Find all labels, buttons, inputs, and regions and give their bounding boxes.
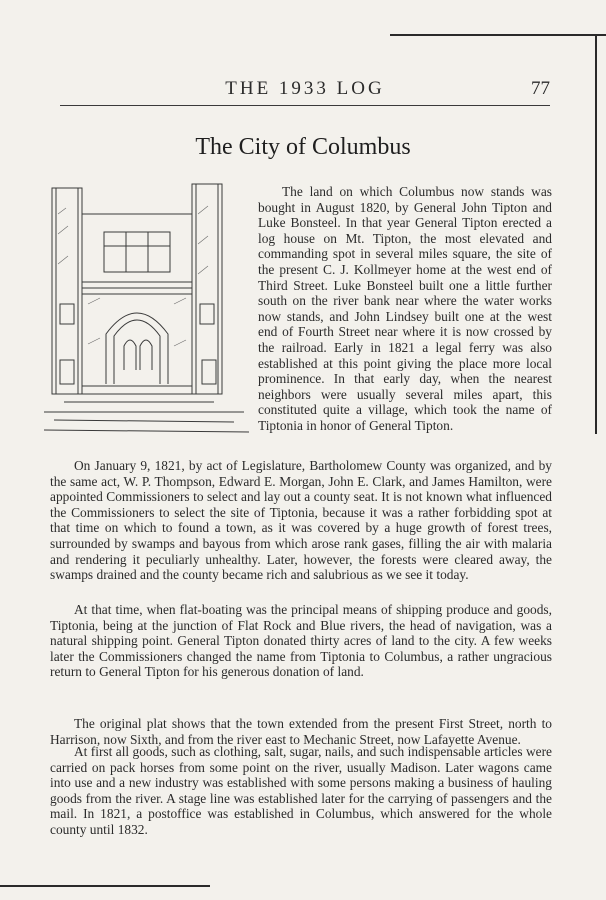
- paragraph-text: At first all goods, such as clothing, salt, sugar, nails, and such indispensable articles were carried on pack horses from some point on the river, usually Madison. Later wagons came into use and a new industry was established with some persons making a business of hauling goods from the river. A stage line was established later for the carrying of passengers and the mail. In 1821, a postoffice was established in Columbus, which answered for the whole county until 1832.: [50, 744, 552, 837]
- paragraph-4: [50, 716, 552, 747]
- article-title: The City of Columbus: [195, 134, 411, 160]
- header-rule: [60, 105, 550, 106]
- running-header: [60, 78, 550, 106]
- running-header-title: THE 1933 LOG: [225, 78, 385, 99]
- paragraph-text: The original plat shows that the town extended from the present First Street, north to Harrison, now Sixth, and from the river east to Mechanic Street, now Lafayette Avenue.: [50, 716, 552, 747]
- paragraph-1: [258, 184, 552, 434]
- paragraph-text: On January 9, 1821, by act of Legislature, Bartholomew County was organized, and by the same act, W. P. Thompson, Edward E. Morgan, John E. Clark, and James Hamilton, were appointed Commissioners to select and lay out a county seat. It is not known what influenced the Commissioners to select the site of Tiptonia, because it was a rather forbidding spot at that time on which to found a town, as it was covered by a huge growth of forest trees, surrounded by swamps and bayous from which arose rank gases, filling the air with malaria and rendering it peculiarly unhealthy. Later, however, the forests were cleared away, the swamps drained and the county became rich and salubrious as we see it today.: [50, 458, 552, 583]
- paragraph-text: At that time, when flat-boating was the principal means of shipping produce and goods, Tiptonia, being at the junction of Flat Rock and Blue rivers, the head of navigation, was a natural shipping point. General Tipton donated thirty acres of land to the city. A few weeks later the Commissioners changed the name from Tiptonia to Columbus, a rather ungracious return to General Tipton for his generous donation of land.: [50, 602, 552, 680]
- paragraph-2: [50, 458, 552, 583]
- gothic-building-entrance-sketch-icon: [44, 174, 249, 446]
- paragraph-text: The land on which Columbus now stands was bought in August 1820, by General John Tipton and Luke Bonsteel. In that year General Tipton erected a log house on Mt. Tipton, the most elevated and commanding spot in several miles square, the site of the present C. J. Kollmeyer home at the west end of Third Street. Luke Bonsteel built one a little further south on the river bank near where the water works now stands, and John Lindsey built one at the west end of Fourth Street near where it is now crossed by the railroad. Early in 1821 a legal ferry was also established at this point giving the place more local prominence. In that early day, when the nearest neighbors were usually several miles apart, this constituted quite a village, which took the name of Tiptonia in honor of General Tipton.: [258, 184, 552, 433]
- page-number: 77: [531, 78, 550, 99]
- page-border-bottom: [0, 885, 210, 887]
- page-border-top: [390, 34, 606, 36]
- building-entrance-illustration: [44, 174, 249, 446]
- paragraph-3: [50, 602, 552, 680]
- paragraph-5: [50, 744, 552, 838]
- page-border-side: [595, 34, 597, 434]
